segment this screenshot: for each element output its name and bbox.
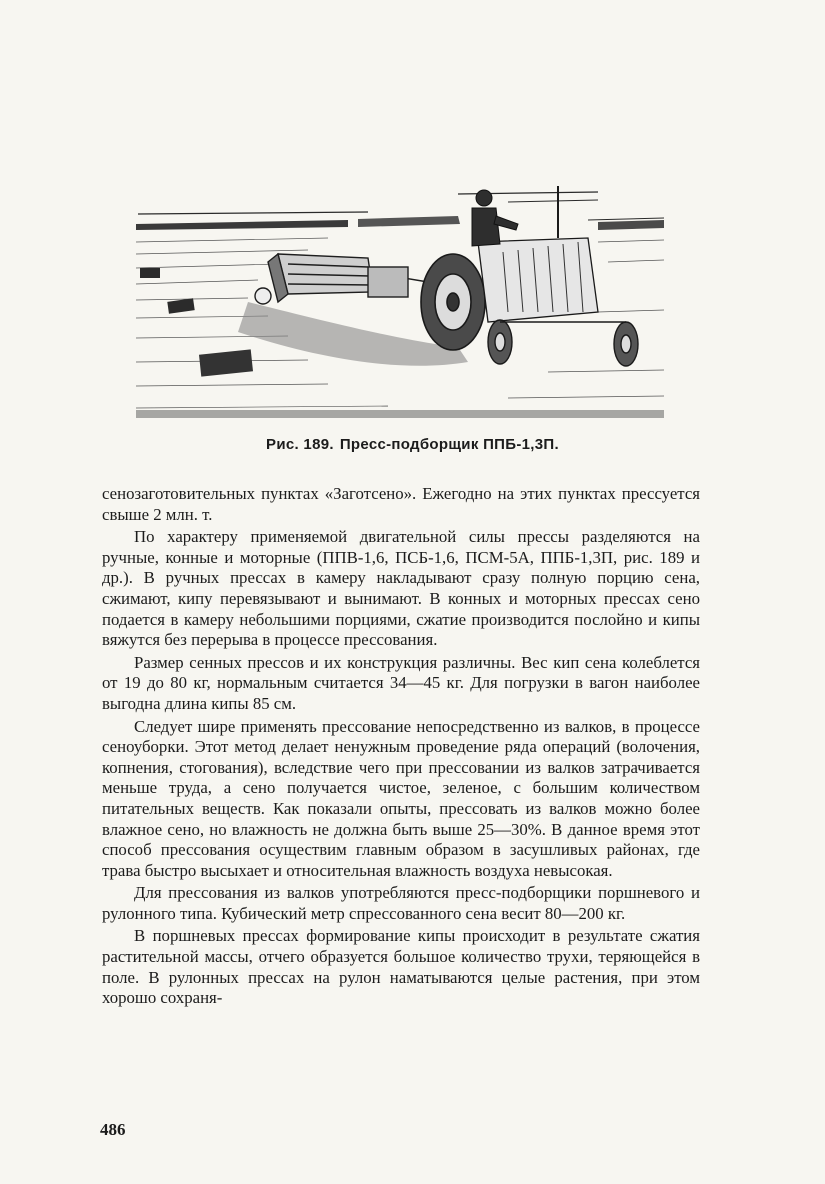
- body-text: [102, 484, 700, 1011]
- paragraph: Для прессования из валков употребляются пресс-подборщики поршневого и рулонного типа. Кубический метр спрессованного сена весит 80—200 кг.: [102, 883, 700, 923]
- paragraph: Размер сенных прессов и их конструкция различны. Вес кип сена колеблется от 19 до 80 кг, нормальным считается 34—45 кг. Для погрузки в вагон наиболее выгодна длина кипы 85 см.: [102, 652, 700, 713]
- engraving-image: [128, 172, 668, 418]
- paragraph: Следует шире применять прессование непосредственно из валков, в процессе сеноуборки. Этот метод делает ненужным проведение ряда операций (волочения, копнения, стогования), вследствие чего при прессовании из валков затрачивается меньше труда, а сено получается чистое, зеленое, с большим количеством питательных веществ. Как показали опыты, прессовать из валков можно более влажное сено, но влажность не должна быть выше 25—30%. В данное время этот способ прессования осуществим главным образом в засушливых районах, где трава быстро высыхает и относительная влажность воздуха невысокая.: [102, 716, 700, 880]
- paragraph: По характеру применяемой двигательной силы прессы разделяются на ручные, конные и моторные (ППВ-1,6, ПСБ-1,6, ПСМ-5А, ППБ-1,3П, рис. 189 и др.). В ручных прессах в камеру накладывают сразу полную порцию сена, сжимают, кипу перевязывают и вынимают. В конных и моторных прессах сено подается в камеру небольшими порциями, сжатие производится послойно и кипы вяжутся без перерыва в процессе прессования.: [102, 527, 700, 650]
- paragraph: В поршневых прессах формирование кипы происходит в результате сжатия растительной массы, отчего образуется большое количество трухи, теряющейся в поле. В рулонных прессах на рулон наматываются целые растения, при этом хорошо сохраня-: [102, 926, 700, 1008]
- page-number: 486: [100, 1120, 126, 1139]
- paragraph: сенозаготовительных пунктах «Заготсено». Ежегодно на этих пунктах прессуется свыше 2 млн. т.: [102, 484, 700, 524]
- tractor-baler-illustration: [128, 172, 668, 418]
- caption-label: Рис. 189.: [266, 436, 334, 453]
- figure-caption: [0, 436, 825, 453]
- caption-text: Пресс-подборщик ППБ-1,3П.: [339, 436, 559, 453]
